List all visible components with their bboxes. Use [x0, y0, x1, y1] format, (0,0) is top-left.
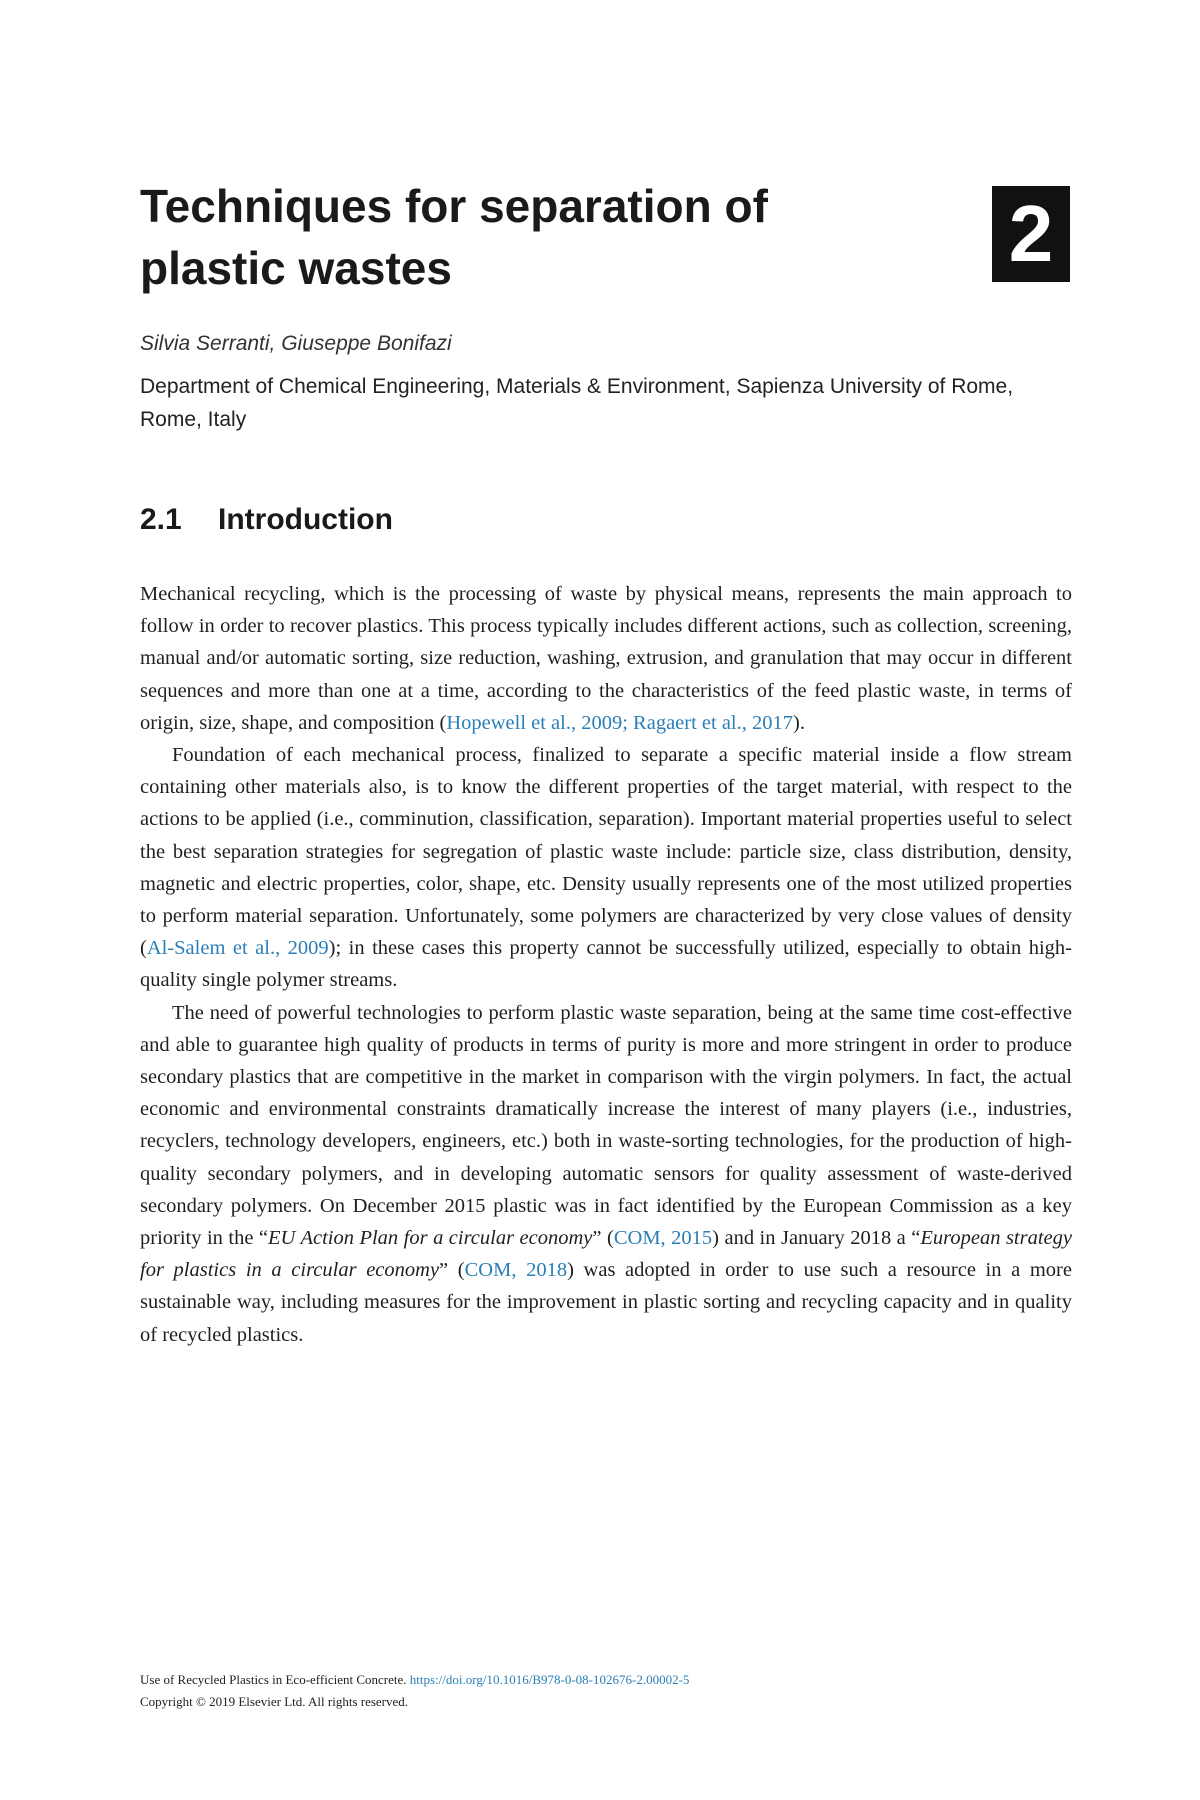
section-title: Introduction [218, 503, 393, 536]
paragraph-2-end: ); in these cases this property cannot be successfully utilized, especially to obtain high-quality single polymer streams. [140, 937, 1073, 992]
paragraph-3-connector: ” ( [439, 1259, 465, 1282]
citation-hopewell-2009[interactable]: Hopewell et al., 2009; [446, 711, 628, 734]
paragraph-1 [140, 578, 1072, 739]
paragraph-3 [140, 997, 1072, 1351]
affiliation: Department of Chemical Engineering, Materials & Environment, Sapienza University of Rome, Rome, Italy [140, 375, 1014, 431]
footer-citation-line [140, 1669, 1090, 1691]
footer-doi-link[interactable]: https://doi.org/10.1016/B978-0-08-102676-2.00002-5 [409, 1672, 690, 1687]
paragraph-1-end: ). [793, 711, 805, 734]
paragraph-3-connector: ) and in January 2018 a “ [712, 1227, 921, 1250]
chapter-title-line2: plastic wastes [140, 242, 452, 294]
chapter-title-line1: Techniques for separation of [140, 180, 768, 232]
paragraph-3-end: ) was adopted in order to use such a resource in a more sustainable way, including measures for the improvement in plastic sorting and recycling capacity and in quality of recycled plastics. [140, 1259, 1072, 1346]
body-text [140, 578, 1072, 1351]
chapter-number-badge: 2 [992, 186, 1070, 282]
authors: Silvia Serranti, Giuseppe Bonifazi [140, 332, 452, 355]
footer-copyright: Copyright © 2019 Elsevier Ltd. All rights reserved. [140, 1694, 409, 1709]
section-number: 2.1 [140, 503, 182, 536]
citation-com-2018[interactable]: COM, 2018 [464, 1259, 568, 1282]
citation-com-2015[interactable]: COM, 2015 [613, 1227, 713, 1250]
page-footer [140, 1669, 1090, 1713]
paragraph-1-text: Mechanical recycling, which is the processing of waste by physical means, represents the main approach to follow in order to recover plastics. This process typically includes different actions, such as collection, screening, manual and/or automatic sorting, size reduction, washing, extrusion, and granulation that may occur in different sequences and more than one at a time, according to the characteristics of the feed plastic waste, in terms of origin, size, shape, and composition ( [140, 583, 1072, 734]
paragraph-2-text: Foundation of each mechanical process, finalized to separate a specific material inside a flow stream containing other materials also, is to know the different properties of the target material, with respect to the actions to be applied (i.e., comminution, classification, separation). Important material properties useful to select the best separation strategies for segregation of plastic waste include: particle size, class distribution, density, magnetic and electric properties, color, shape, etc. Density usually represents one of the most utilized properties to perform material separation. Unfortunately, some polymers are characterized by very close values of density ( [140, 744, 1072, 960]
footer-book-title: Use of Recycled Plastics in Eco-efficient Concrete. [140, 1672, 407, 1687]
citation-al-salem-2009[interactable]: Al-Salem et al., 2009 [146, 937, 329, 960]
chapter-title [140, 175, 860, 299]
paragraph-2 [140, 739, 1072, 997]
paragraph-3-text: The need of powerful technologies to perform plastic waste separation, being at the same time cost-effective and able to guarantee high quality of products in terms of purity is more and more stringent in order to produce secondary plastics that are competitive in the market in comparison with the virgin polymers. In fact, the actual economic and environmental constraints dramatically increase the interest of many players (i.e., industries, recyclers, technology developers, engineers, etc.) both in waste-sorting technologies, for the production of high-quality secondary polymers, and in developing automatic sensors for quality assessment of waste-derived secondary polymers. On December 2015 plastic was in fact identified by the European Commission as a key priority in the “ [140, 1001, 1072, 1250]
citation-ragaert-2017[interactable]: Ragaert et al., 2017 [633, 711, 794, 734]
emphasis-eu-action-plan: EU Action Plan for a circular economy [268, 1227, 593, 1250]
section-heading [140, 503, 393, 537]
paragraph-3-connector: ” ( [592, 1227, 614, 1250]
emphasis-european-strategy: European strategy for plastics in a circular economy [140, 1227, 1072, 1282]
